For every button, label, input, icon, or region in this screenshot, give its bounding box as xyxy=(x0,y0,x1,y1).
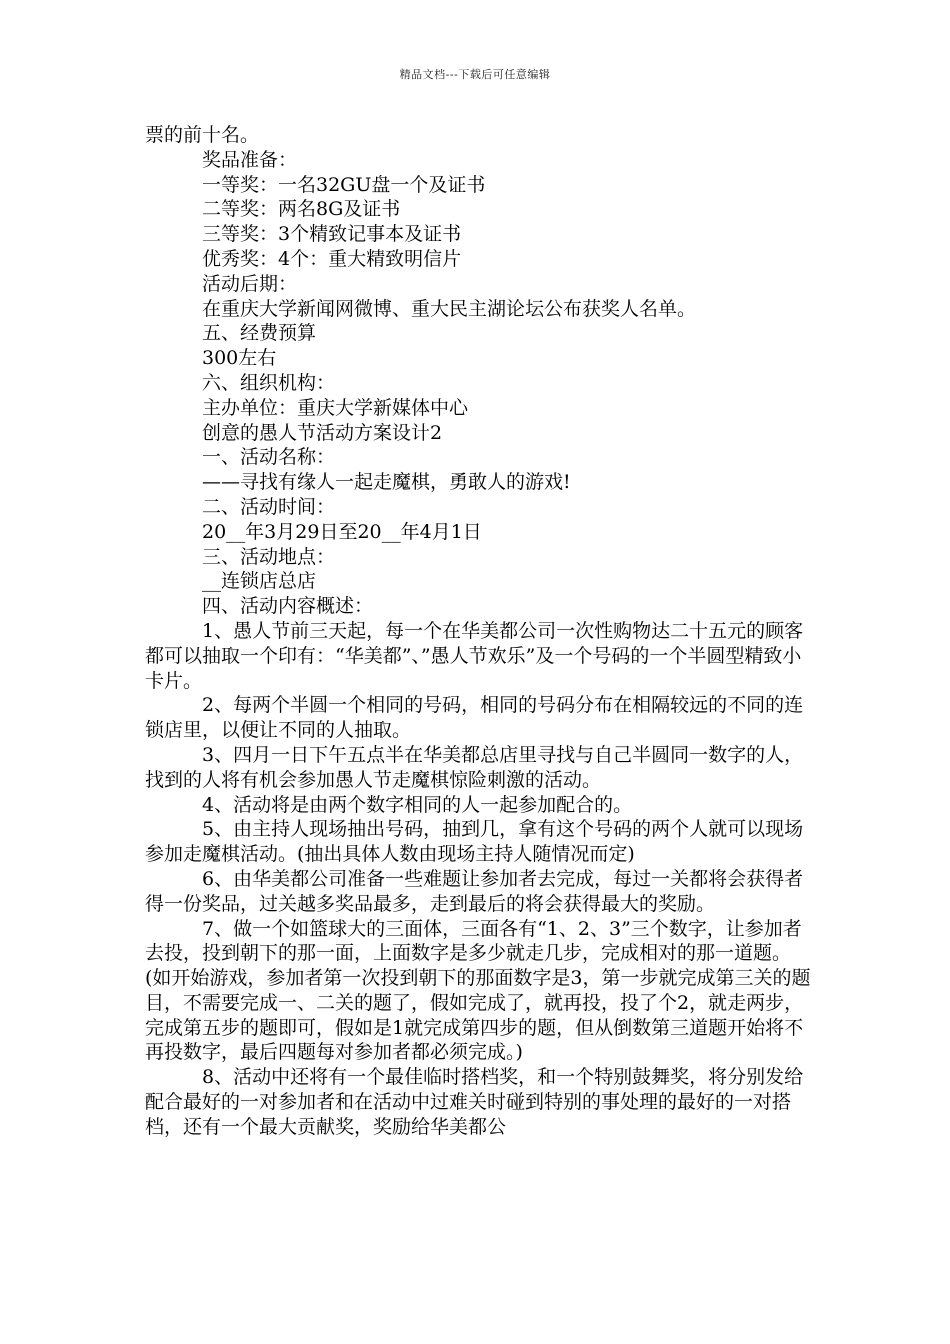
paragraph: 1、愚人节前三天起，每一个在华美都公司一次性购物达二十五元的顾客都可以抽取一个印有：“华美都”、”愚人节欢乐”及一个号码的一个半圆型精致小卡片。 xyxy=(145,619,804,692)
paragraph: __连锁店总店 xyxy=(202,570,317,593)
paragraph: 300左右 xyxy=(202,347,277,370)
document-subtitle: 创意的愚人节活动方案设计2 xyxy=(202,421,443,444)
paragraph: 8、活动中还将有一个最佳临时搭档奖，和一个特别鼓舞奖，将分别发给配合最好的一对参加者和在活动中过难关时碰到特别的事处理的最好的一对搭档，还有一个最大贡献奖，奖励给华美都公 xyxy=(145,1066,804,1138)
paragraph: 三等奖：3个精致记事本及证书 xyxy=(202,223,462,246)
section-heading: 六、组织机构： xyxy=(202,371,336,394)
paragraph: 在重庆大学新闻网微博、重大民主湖论坛公布获奖人名单。 xyxy=(202,297,697,320)
paragraph: 主办单位：重庆大学新媒体中心 xyxy=(202,396,469,419)
section-heading: 一、活动名称： xyxy=(202,446,336,469)
paragraph: 7、做一个如篮球大的三面体，三面各有“1、2、3”三个数字，让参加者去投，投到朝下的那一面，上面数字是多少就走几步，完成相对的那一道题。(如开始游戏，参加者第一次投到朝下的那面数字是3，第一步就完成第三关的题目，不需要完成一、二关的题了，假如完成了，就再投，投了个2，就走两步，完成第五步的题即可，假如是1就完成第四步的题，但从倒数第三道题开始将不再投数字，最后四题每对参加者都必须完成。) xyxy=(145,917,811,1064)
section-heading: 三、活动地点： xyxy=(202,545,336,568)
document-body xyxy=(145,123,815,1140)
paragraph: 3、四月一日下午五点半在华美都总店里寻找与自己半圆同一数字的人，找到的人将有机会参加愚人节走魔棋惊险刺激的活动。 xyxy=(145,743,804,791)
paragraph: 活动后期： xyxy=(202,272,298,295)
paragraph: 5、由主持人现场抽出号码，抽到几，拿有这个号码的两个人就可以现场参加走魔棋活动。(抽出具体人数由现场主持人随情况而定) xyxy=(145,818,804,866)
page-header: 精品文档---下载后可任意编辑 xyxy=(399,68,551,81)
paragraph: 奖品准备： xyxy=(202,148,298,171)
paragraph: 票的前十名。 xyxy=(145,124,260,146)
paragraph: 一等奖：一名32GU盘一个及证书 xyxy=(202,173,486,196)
paragraph: 2、每两个半圆一个相同的号码，相同的号码分布在相隔较远的不同的连锁店里，以便让不同的人抽取。 xyxy=(145,694,804,742)
paragraph: ——寻找有缘人一起走魔棋，勇敢人的游戏! xyxy=(202,471,571,494)
section-heading: 五、经费预算 xyxy=(202,322,317,345)
section-heading: 二、活动时间： xyxy=(202,495,336,518)
paragraph: 6、由华美都公司准备一些难题让参加者去完成，每过一关都将会获得者得一份奖品，过关越多奖品最多，走到最后的将会获得最大的奖励。 xyxy=(145,867,804,915)
paragraph: 优秀奖：4个：重大精致明信片 xyxy=(202,247,462,270)
paragraph: 20__年3月29日至20__年4月1日 xyxy=(202,520,482,543)
section-heading: 四、活动内容概述： xyxy=(202,595,374,618)
paragraph: 二等奖：两名8G及证书 xyxy=(202,198,401,221)
paragraph: 4、活动将是由两个数字相同的人一起参加配合的。 xyxy=(202,793,633,816)
